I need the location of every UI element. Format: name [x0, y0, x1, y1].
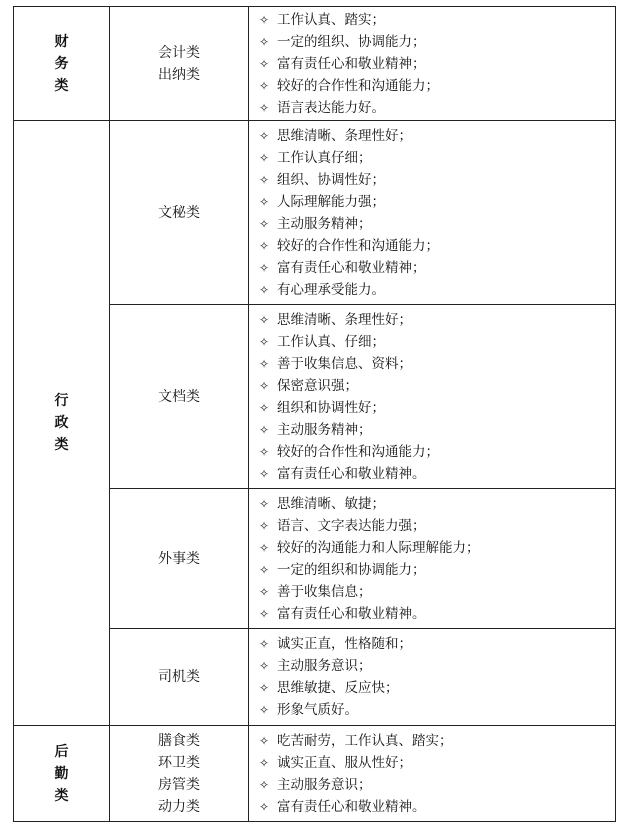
requirements-list: [249, 730, 615, 818]
list-item: ✧ 思维清晰、条理性好；: [259, 125, 615, 147]
list-item: ✧ 保密意识强；: [259, 375, 615, 397]
bullet-icon: ✧: [259, 100, 270, 115]
category-char: 类: [54, 437, 69, 453]
bullet-icon: ✧: [259, 733, 270, 748]
requirements-list: [249, 125, 615, 301]
list-item: ✧ 形象气质好。: [259, 699, 615, 721]
list-item: ✧ 吃苦耐劳，工作认真、踏实；: [259, 730, 615, 752]
list-item: ✧ 组织和协调性好；: [259, 397, 615, 419]
list-item: ✧ 一定的组织、协调能力；: [259, 31, 615, 53]
list-item: ✧ 富有责任心和敬业精神。: [259, 603, 615, 625]
bullet-icon: ✧: [259, 238, 270, 253]
bullet-icon: ✧: [259, 562, 270, 577]
requirements-cell: [249, 726, 616, 822]
bullet-icon: ✧: [259, 466, 270, 481]
category-char: 类: [54, 77, 69, 94]
bullet-icon: ✧: [259, 755, 270, 770]
bullet-icon: ✧: [259, 56, 270, 71]
role-cell: [110, 629, 249, 726]
list-item: ✧ 较好的合作性和沟通能力；: [259, 75, 615, 97]
requirements-cell: [249, 489, 616, 629]
role-title: 膳食类: [158, 732, 200, 749]
bullet-icon: ✧: [259, 172, 270, 187]
role-cell: [110, 305, 249, 489]
role-title: 司机类: [158, 669, 200, 685]
bullet-icon: ✧: [259, 777, 270, 792]
bullet-icon: ✧: [259, 282, 270, 297]
list-item: ✧ 富有责任心和敬业精神。: [259, 463, 615, 485]
bullet-icon: ✧: [259, 540, 270, 555]
bullet-icon: ✧: [259, 128, 270, 143]
role-cell: [110, 726, 249, 822]
bullet-icon: ✧: [259, 378, 270, 393]
table-row: [14, 121, 616, 305]
category-logistics: [14, 726, 110, 822]
list-item: ✧ 诚实正直、服从性好；: [259, 752, 615, 774]
bullet-icon: ✧: [259, 216, 270, 231]
role-title: 动力类: [158, 798, 200, 815]
role-cell: [110, 489, 249, 629]
bullet-icon: ✧: [259, 12, 270, 27]
bullet-icon: ✧: [259, 606, 270, 621]
bullet-icon: ✧: [259, 334, 270, 349]
list-item: ✧ 思维敏捷、反应快；: [259, 677, 615, 699]
bullet-icon: ✧: [259, 260, 270, 275]
bullet-icon: ✧: [259, 681, 270, 695]
table-row: [14, 7, 616, 121]
list-item: ✧ 语言、文字表达能力强；: [259, 515, 615, 537]
role-title: 出纳类: [158, 66, 200, 83]
requirements-list: [249, 493, 615, 625]
list-item: ✧ 语言表达能力好。: [259, 97, 615, 119]
list-item: ✧ 工作认真、踏实；: [259, 9, 615, 31]
category-char: 类: [54, 787, 69, 804]
list-item: ✧ 人际理解能力强；: [259, 191, 615, 213]
list-item: ✧ 较好的合作性和沟通能力；: [259, 441, 615, 463]
list-item: ✧ 较好的沟通能力和人际理解能力；: [259, 537, 615, 559]
role-title: 会计类: [158, 44, 200, 61]
list-item: ✧ 较好的合作性和沟通能力；: [259, 235, 615, 257]
list-item: ✧ 主动服务精神；: [259, 419, 615, 441]
category-char: 勤: [54, 765, 69, 782]
list-item: ✧ 善于收集信息；: [259, 581, 615, 603]
list-item: ✧ 有心理承受能力。: [259, 279, 615, 301]
list-item: ✧ 诚实正直，性格随和；: [259, 633, 615, 655]
role-title: 外事类: [158, 550, 200, 567]
category-admin: [14, 121, 110, 726]
bullet-icon: ✧: [259, 78, 270, 93]
role-cell: [110, 7, 249, 121]
requirements-cell: [249, 7, 616, 121]
bullet-icon: ✧: [259, 356, 270, 371]
list-item: ✧ 主动服务意识；: [259, 655, 615, 677]
list-item: ✧ 主动服务精神；: [259, 213, 615, 235]
list-item: ✧ 富有责任心和敬业精神。: [259, 796, 615, 818]
list-item: ✧ 富有责任心和敬业精神；: [259, 53, 615, 75]
category-char: 财: [54, 33, 69, 50]
bullet-icon: ✧: [259, 518, 270, 533]
role-title: 文档类: [158, 388, 200, 405]
requirements-cell: [249, 629, 616, 726]
category-finance: [14, 7, 110, 121]
list-item: ✧ 一定的组织和协调能力；: [259, 559, 615, 581]
requirements-list: [249, 309, 615, 485]
list-item: ✧ 主动服务意识；: [259, 774, 615, 796]
requirements-list: [249, 9, 615, 119]
role-cell: [110, 121, 249, 305]
bullet-icon: ✧: [259, 584, 270, 599]
list-item: ✧ 思维清晰、敏捷；: [259, 493, 615, 515]
bullet-icon: ✧: [259, 496, 270, 511]
bullet-icon: ✧: [259, 34, 270, 49]
bullet-icon: ✧: [259, 444, 270, 459]
requirements-list: [249, 633, 615, 721]
category-char: 政: [54, 415, 69, 431]
list-item: ✧ 富有责任心和敬业精神；: [259, 257, 615, 279]
bullet-icon: ✧: [259, 194, 270, 209]
list-item: ✧ 工作认真仔细；: [259, 147, 615, 169]
bullet-icon: ✧: [259, 799, 270, 814]
requirements-cell: [249, 121, 616, 305]
bullet-icon: ✧: [259, 150, 270, 165]
bullet-icon: ✧: [259, 312, 270, 327]
bullet-icon: ✧: [259, 637, 270, 651]
bullet-icon: ✧: [259, 703, 270, 717]
bullet-icon: ✧: [259, 659, 270, 673]
table-row: [14, 726, 616, 822]
role-title: 文秘类: [158, 204, 200, 221]
list-item: ✧ 善于收集信息、资料；: [259, 353, 615, 375]
role-title: 房管类: [158, 776, 200, 793]
bullet-icon: ✧: [259, 400, 270, 415]
category-char: 行: [54, 393, 69, 409]
list-item: ✧ 组织、协调性好；: [259, 169, 615, 191]
requirements-cell: [249, 305, 616, 489]
category-char: 后: [54, 743, 69, 760]
job-requirements-table: [13, 6, 616, 822]
list-item: ✧ 思维清晰、条理性好；: [259, 309, 615, 331]
list-item: ✧ 工作认真、仔细；: [259, 331, 615, 353]
role-title: 环卫类: [158, 754, 200, 771]
category-char: 务: [54, 55, 69, 72]
bullet-icon: ✧: [259, 422, 270, 437]
